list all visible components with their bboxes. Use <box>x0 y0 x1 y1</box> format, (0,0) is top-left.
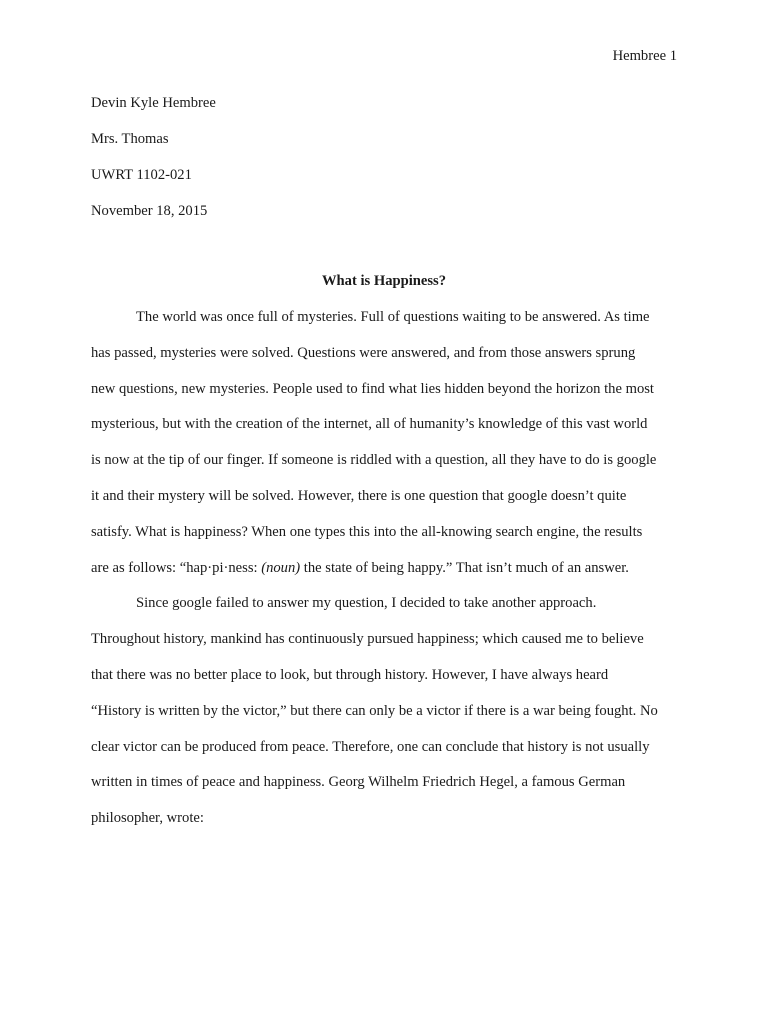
definition-tail: the state of being happy.” That isn’t much of an answer. <box>300 559 629 576</box>
paragraph-line: it and their mystery will be solved. However, there is one question that google doesn’t quite <box>91 487 627 504</box>
mla-heading <box>91 94 216 238</box>
essay-body <box>91 308 691 845</box>
paragraph-line: is now at the tip of our finger. If someone is riddled with a question, all they have to do is google <box>91 452 657 469</box>
essay-date: November 18, 2015 <box>91 203 208 219</box>
part-of-speech: (noun) <box>261 559 301 576</box>
author-name: Devin Kyle Hembree <box>91 95 216 111</box>
course-name: UWRT 1102-021 <box>91 167 192 183</box>
paragraph-line: satisfy. What is happiness? When one types this into the all-knowing search engine, the results <box>91 523 643 540</box>
instructor-name: Mrs. Thomas <box>91 131 169 147</box>
paragraph-line: clear victor can be produced from peace. Therefore, one can conclude that history is not usually <box>91 738 650 755</box>
paragraph-line: mysterious, but with the creation of the internet, all of humanity’s knowledge of this vast world <box>91 416 648 433</box>
paragraph-line: new questions, new mysteries. People used to find what lies hidden beyond the horizon the most <box>91 380 654 397</box>
paragraph-line-definition <box>91 559 691 595</box>
paragraph-line: written in times of peace and happiness. Georg Wilhelm Friedrich Hegel, a famous German <box>91 774 626 791</box>
paragraph-line: has passed, mysteries were solved. Questions were answered, and from those answers sprung <box>91 344 636 361</box>
essay-title: What is Happiness? <box>321 273 447 289</box>
paragraph-line: The world was once full of mysteries. Full of questions waiting to be answered. As time <box>136 309 650 325</box>
paragraph-line: Throughout history, mankind has continuously pursued happiness; which caused me to believe <box>91 631 644 648</box>
paragraph-line: Since google failed to answer my question, I decided to take another approach. <box>136 595 597 612</box>
paragraph-line: “History is written by the victor,” but there can only be a victor if there is a war being fought. No <box>91 702 658 719</box>
paragraph-line: that there was no better place to look, but through history. However, I have always heard <box>91 666 609 683</box>
definition-lead: are as follows: “hap·pi·ness: <box>91 559 262 576</box>
running-head: Hembree 1 <box>612 48 677 64</box>
paragraph-line: philosopher, wrote: <box>91 810 204 827</box>
